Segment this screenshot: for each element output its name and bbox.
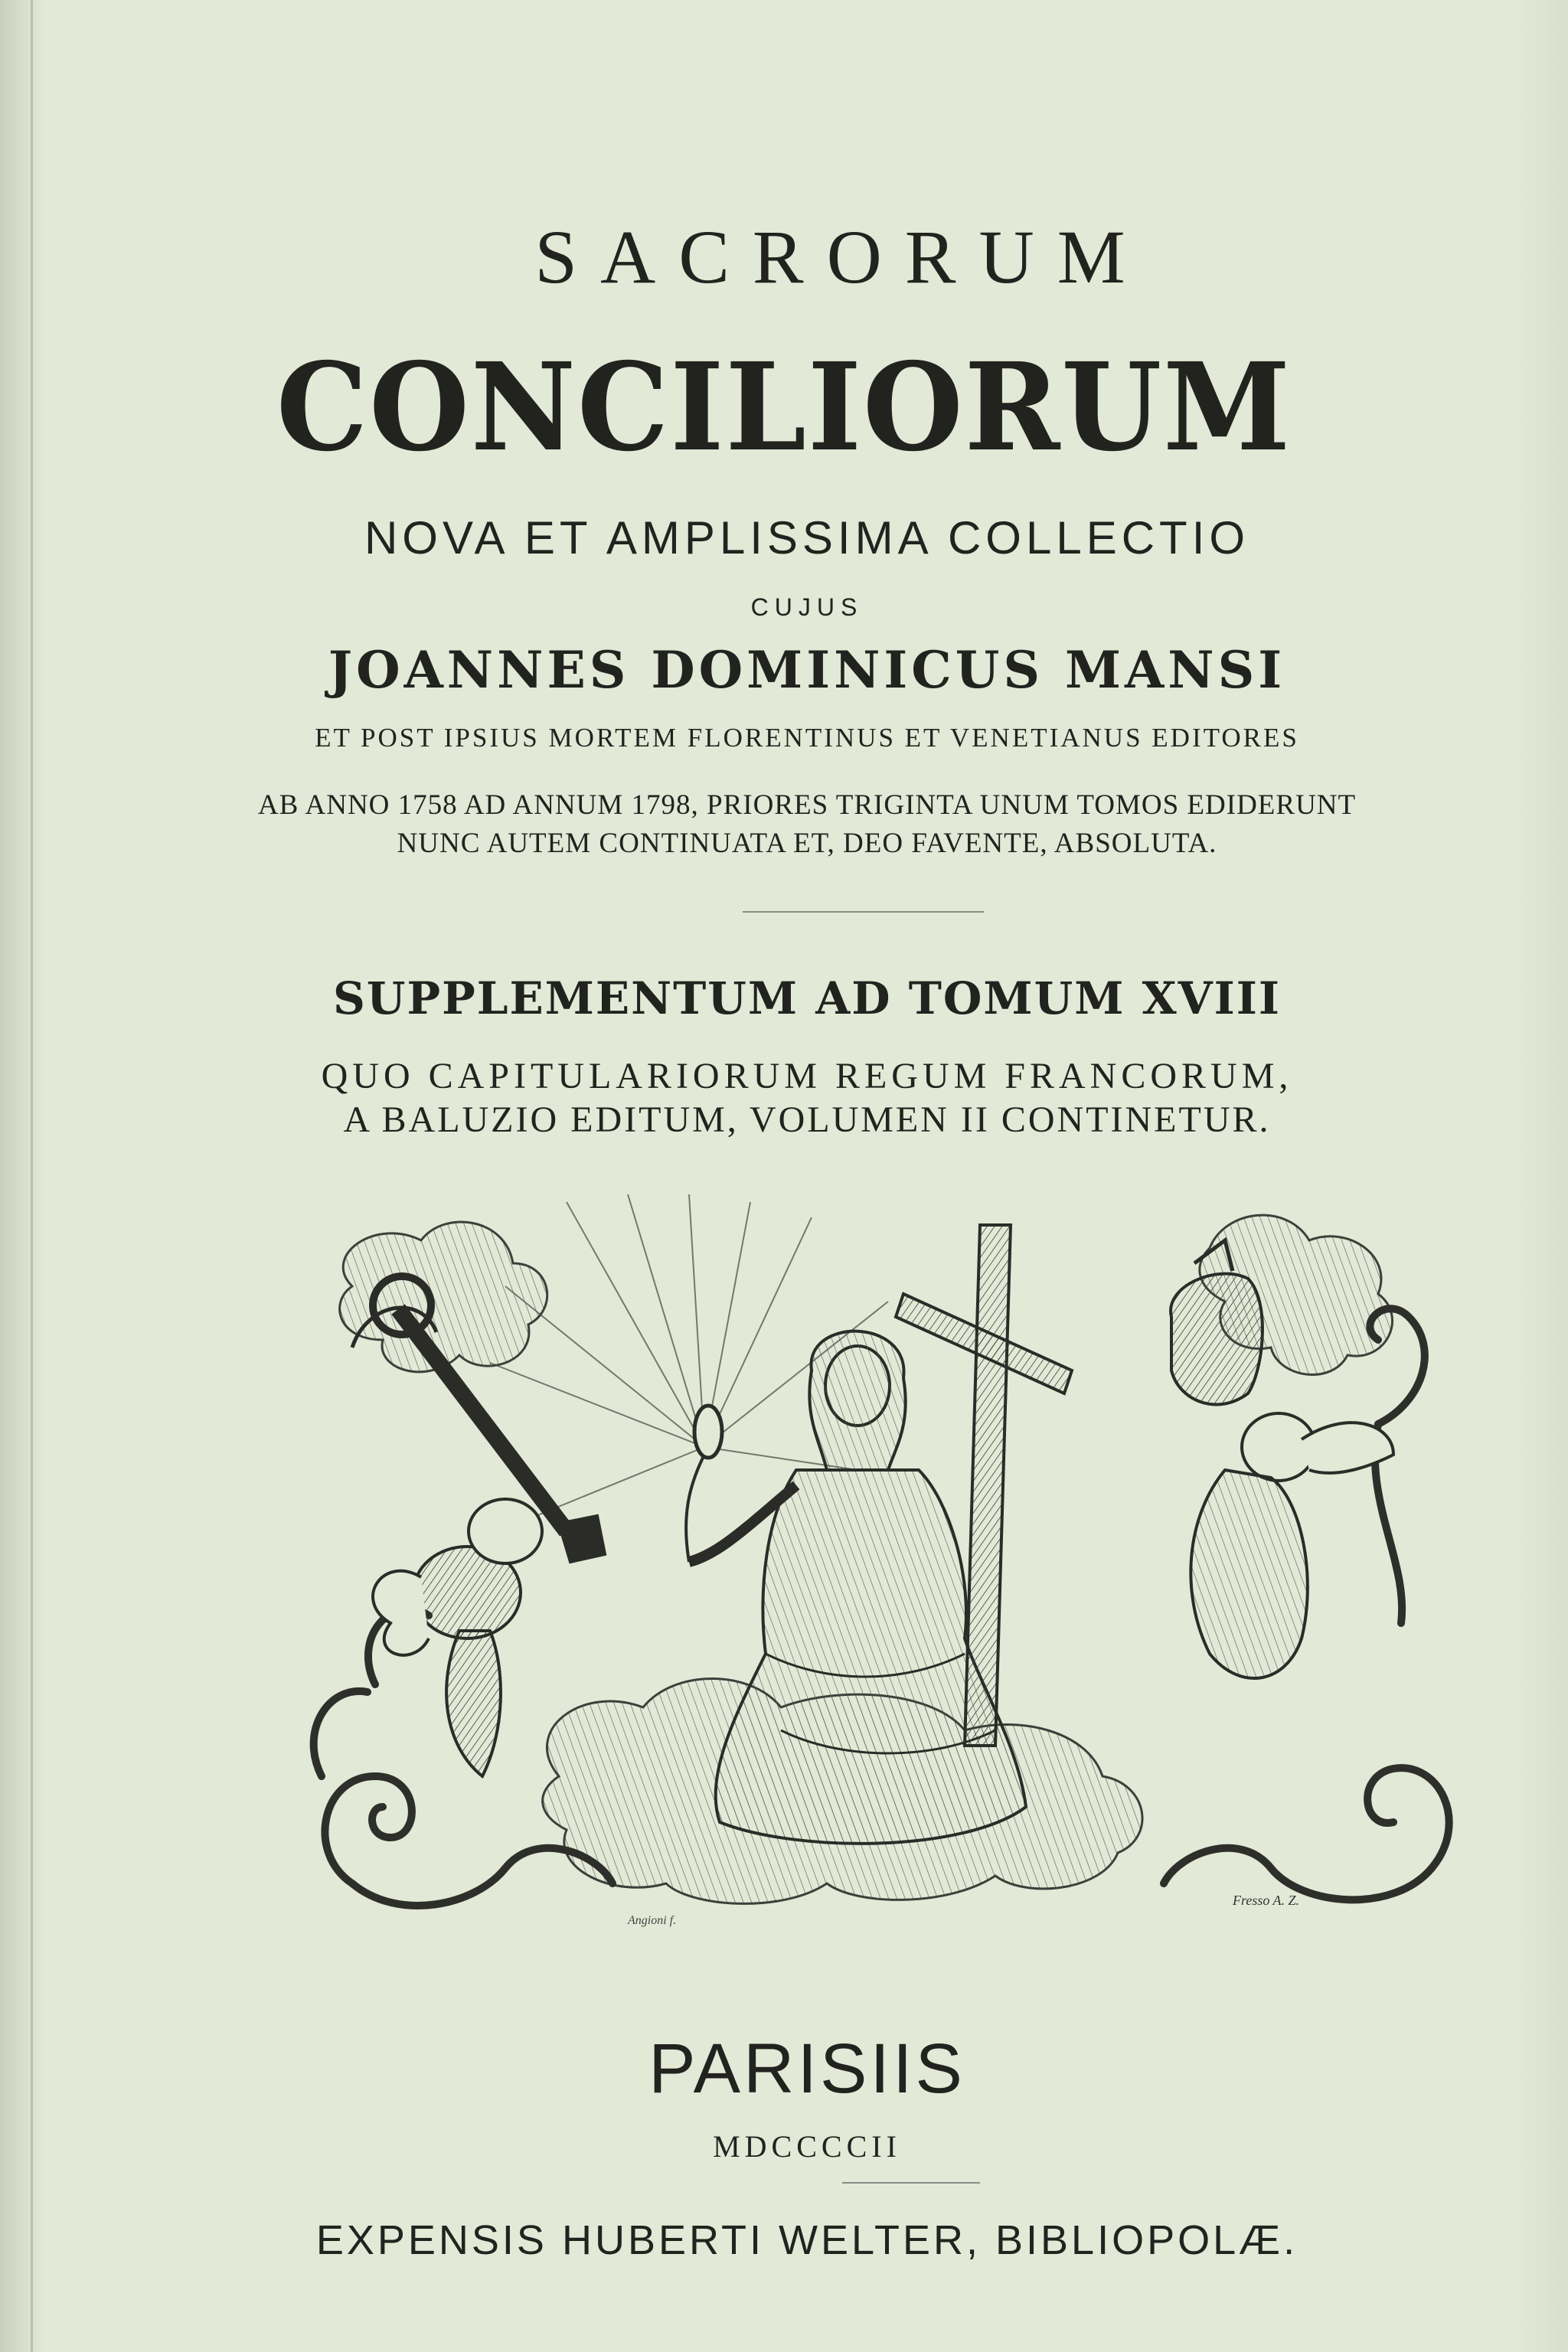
imprint-rule (842, 2182, 980, 2184)
editors-line: ET POST IPSIUS MORTEM FLORENTINUS ET VENETIANUS EDITORES (315, 723, 1299, 753)
subtitle-collectio: NOVA ET AMPLISSIMA COLLECTIO (364, 512, 1250, 564)
page-edge-divider (31, 0, 33, 2352)
engraver-signature-right: Fresso A. Z. (1233, 1893, 1300, 1908)
title-conciliorum: CONCILIORUM (276, 337, 1292, 479)
divider-rule (743, 911, 984, 913)
supplement-description-line-2: A BALUZIO EDITUM, VOLUMEN II CONTINETUR. (343, 1099, 1271, 1140)
cujus-label: CUJUS (750, 593, 864, 621)
author-name: JOANNES DOMINICUS MANSI (328, 640, 1286, 700)
supplement-description-line-1: QUO CAPITULARIORUM REGUM FRANCORUM, (321, 1056, 1293, 1096)
engraver-signature-left: Angioni f. (628, 1914, 677, 1927)
publication-history-line-1: AB ANNO 1758 AD ANNUM 1798, PRIORES TRIGINTA UNUM TOMOS EDIDERUNT (257, 789, 1357, 821)
imprint-publisher: EXPENSIS HUBERTI WELTER, BIBLIOPOLÆ. (315, 2217, 1298, 2263)
imprint-place: PARISIIS (648, 2030, 965, 2108)
title-sacrorum: SACRORUM (534, 214, 1148, 299)
supplement-title: SUPPLEMENTUM AD TOMUM XVIII (333, 972, 1281, 1024)
allegorical-engraving (306, 1194, 1470, 1945)
publication-history-line-2: NUNC AUTEM CONTINUATA ET, DEO FAVENTE, ABSOLUTA. (397, 828, 1217, 859)
imprint-year: MDCCCCII (713, 2129, 901, 2164)
